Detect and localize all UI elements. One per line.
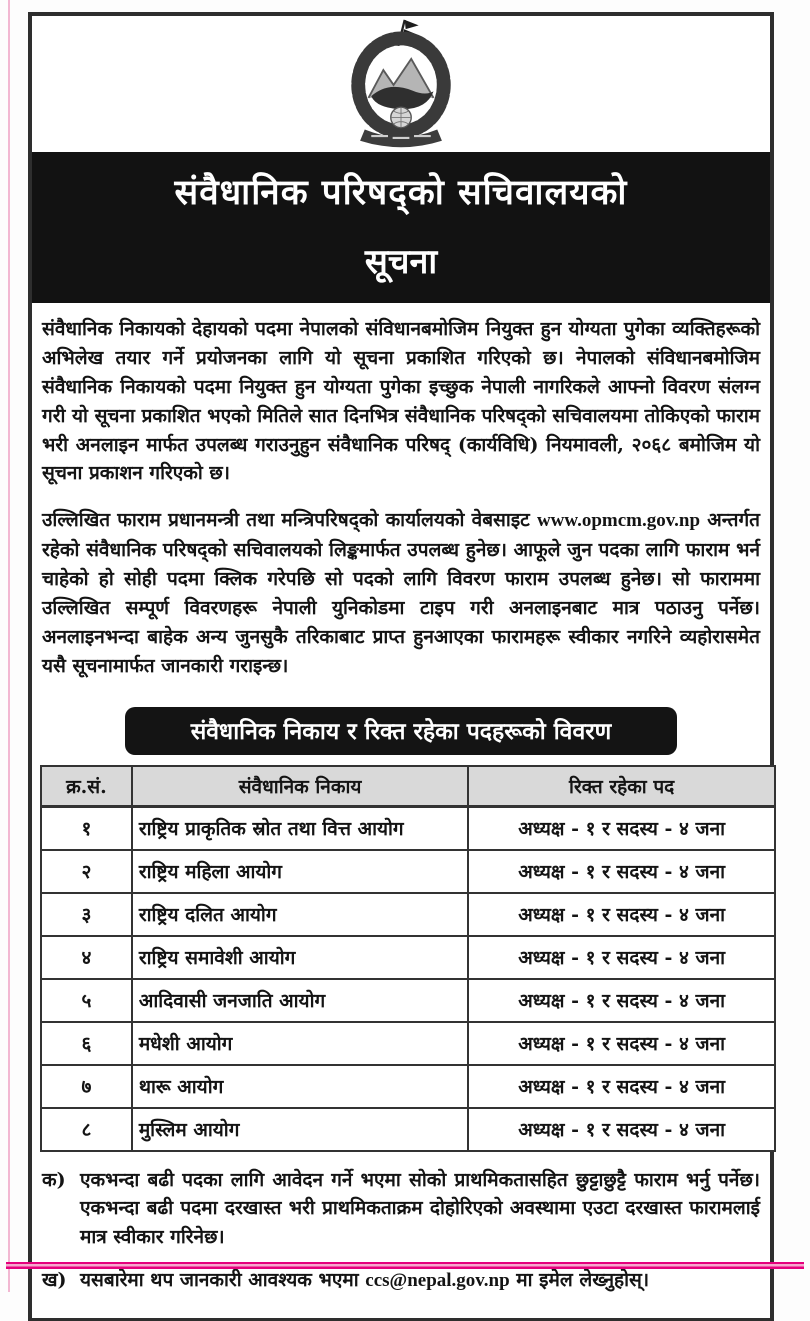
instructions-text-before-url: उल्लिखित फाराम प्रधानमन्त्री तथा मन्त्रिपरिषद्को कार्यालयको वेबसाइट <box>42 509 537 532</box>
note-kha-text <box>80 1266 760 1296</box>
cell-serial-number: ८ <box>41 1108 132 1151</box>
table-row <box>41 893 775 936</box>
cell-constitutional-body: आदिवासी जनजाति आयोग <box>132 979 468 1022</box>
note-ka-label: क) <box>42 1168 66 1191</box>
table-row <box>41 1108 775 1151</box>
cell-vacant-posts: अध्यक्ष - १ र सदस्य - ४ जना <box>468 806 775 850</box>
cell-vacant-posts: अध्यक्ष - १ र सदस्य - ४ जना <box>468 1065 775 1108</box>
note-kha-text-after-email: मा इमेल लेख्नुहोस्। <box>509 1269 650 1292</box>
cell-serial-number: ५ <box>41 979 132 1022</box>
cell-serial-number: २ <box>41 850 132 893</box>
cell-constitutional-body: राष्ट्रिय दलित आयोग <box>132 893 468 936</box>
header-serial-number: क्र.सं. <box>41 766 132 807</box>
cell-constitutional-body: राष्ट्रिय महिला आयोग <box>132 850 468 893</box>
cell-serial-number: ६ <box>41 1022 132 1065</box>
nepal-coat-of-arms-icon <box>340 18 462 150</box>
note-kha <box>42 1266 760 1296</box>
table-row <box>41 936 775 979</box>
emblem-area <box>32 16 770 152</box>
cell-vacant-posts: अध्यक्ष - १ र सदस्य - ४ जना <box>468 936 775 979</box>
vacancy-table-header-row <box>41 766 775 807</box>
intro-paragraph: संवैधानिक निकायको देहायको पदमा नेपालको संविधानबमोजिम नियुक्त हुन योग्यता पुगेका व्यक्तिहरूको अभिलेख तयार गर्ने प्रयोजनका लागि यो सूचना प्रकाशित गरिएको छ। नेपालको संविधानबमोजिम संवैधानिक निकायको पदमा नियुक्त हुन योग्यता पुगेका इच्छुक नेपाली नागरिकले आफ्नो विवरण संलग्न गरी यो सूचना प्रकाशित भएको मितिले सात दिनभित्र संवैधानिक परिषद्को सचिवालयमा तोकिएको फाराम भरी अनलाइन मार्फत उपलब्ध गराउनुहुन संवैधानिक परिषद् (कार्यविधि) नियमावली, २०६८ बमोजिम यो सूचना प्रकाशन गरिएको छ। <box>42 318 760 485</box>
bottom-pink-line <box>6 1262 804 1269</box>
cell-serial-number: १ <box>41 806 132 850</box>
note-ka-text: एकभन्दा बढी पदका लागि आवेदन गर्ने भएमा सोको प्राथमिकतासहित छुट्टाछुट्टै फाराम भर्नु पर्नेछ। एकभन्दा बढी पदमा दरखास्त भरी प्राथमिकताक्रम दोहोरिएको अवस्थामा एउटा दरखास्त फारामलाई मात्र स्वीकार गरिनेछ। <box>80 1168 760 1249</box>
cell-serial-number: ७ <box>41 1065 132 1108</box>
table-row <box>41 1065 775 1108</box>
cell-vacant-posts: अध्यक्ष - १ र सदस्य - ४ जना <box>468 1108 775 1151</box>
opmcm-website-url: www.opmcm.gov.np <box>536 510 701 532</box>
vacancy-table <box>40 765 776 1152</box>
instructions-text-after-url: अन्तर्गत रहेको संवैधानिक परिषद्को सचिवालयको लिङ्कमार्फत उपलब्ध हुनेछ। आफूले जुन पदका लागि फाराम भर्न चाहेको हो सोही पदमा क्लिक गरेपछि सो पदको लागि विवरण फाराम उपलब्ध हुनेछ। सो फाराममा उल्लिखित सम्पूर्ण विवरणहरू नेपाली युनिकोडमा टाइप गरी अनलाइनबाट मात्र पठाउनु पर्नेछ। अनलाइनभन्दा बाहेक अन्य जुनसुकै तरिकाबाट प्राप्त हुनआएका फारामहरू स्वीकार नगरिने व्यहोरासमेत यसै सूचनामार्फत जानकारी गराइन्छ। <box>42 509 760 677</box>
cell-constitutional-body: मधेशी आयोग <box>132 1022 468 1065</box>
note-kha-label: ख) <box>42 1269 67 1292</box>
cell-constitutional-body: राष्ट्रिय प्राकृतिक स्रोत तथा वित्त आयोग <box>132 806 468 850</box>
table-row <box>41 850 775 893</box>
table-row <box>41 1022 775 1065</box>
instructions-paragraph <box>42 506 760 680</box>
left-pink-line <box>8 0 10 1292</box>
note-kha-text-before-email: यसबारेमा थप जानकारी आवश्यक भएमा <box>80 1269 366 1292</box>
header-vacant-posts: रिक्त रहेका पद <box>468 766 775 807</box>
cell-vacant-posts: अध्यक्ष - १ र सदस्य - ४ जना <box>468 893 775 936</box>
notice-body <box>32 303 770 1318</box>
cell-vacant-posts: अध्यक्ष - १ र सदस्य - ४ जना <box>468 979 775 1022</box>
cell-serial-number: ३ <box>41 893 132 936</box>
header-constitutional-body: संवैधानिक निकाय <box>132 766 468 807</box>
cell-constitutional-body: राष्ट्रिय समावेशी आयोग <box>132 936 468 979</box>
notice-subtitle: सूचना <box>364 242 438 282</box>
table-row <box>41 979 775 1022</box>
notice-title: संवैधानिक परिषद्को सचिवालयको <box>174 172 628 213</box>
table-row <box>41 806 775 850</box>
cell-serial-number: ४ <box>41 936 132 979</box>
note-ka <box>42 1166 760 1253</box>
cell-constitutional-body: थारू आयोग <box>132 1065 468 1108</box>
table-section-heading: संवैधानिक निकाय र रिक्त रहेका पदहरूको विवरण <box>125 707 677 755</box>
title-banner <box>32 152 770 303</box>
vacancy-table-body <box>41 806 775 1151</box>
cell-vacant-posts: अध्यक्ष - १ र सदस्य - ४ जना <box>468 1022 775 1065</box>
cell-vacant-posts: अध्यक्ष - १ र सदस्य - ४ जना <box>468 850 775 893</box>
cell-constitutional-body: मुस्लिम आयोग <box>132 1108 468 1151</box>
contact-email: ccs@nepal.gov.np <box>365 1270 510 1292</box>
notice-document <box>28 12 774 1321</box>
